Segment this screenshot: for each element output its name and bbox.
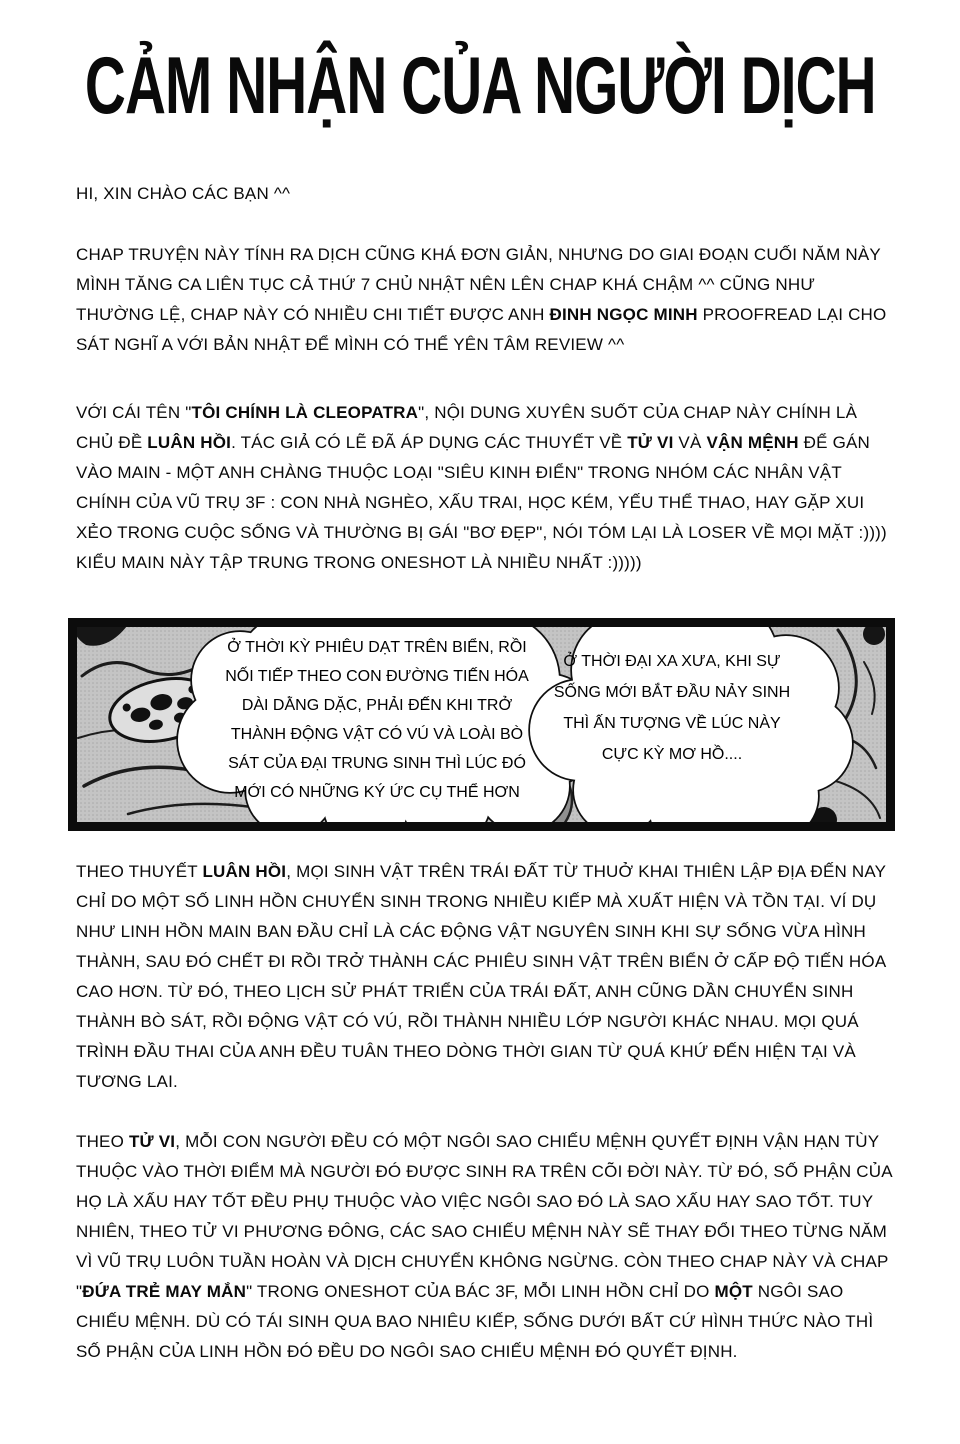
intro-section <box>0 184 960 578</box>
speech-bubble-left-text: Ở THỜI KỲ PHIÊU DẠT TRÊN BIỂN, RỒI NỐI TIẾP THEO CON ĐƯỜNG TIẾN HÓA DÀI DẰNG DẶC, PHẢI ĐẾN KHI TRỞ THÀNH ĐỘNG VẬT CÓ VÚ VÀ LOÀI BÒ SÁT CỦA ĐẠI TRUNG SINH THÌ LÚC ĐÓ MỚI CÓ NHỮNG KÝ ỨC CỤ THỂ HƠN <box>225 639 529 801</box>
greeting-text: HI, XIN CHÀO CÁC BẠN ^^ <box>76 184 291 203</box>
page-title-row <box>0 40 960 132</box>
paragraph-chapter-theme: VỚI CÁI TÊN "TÔI CHÍNH LÀ CLEOPATRA", NỘI DUNG XUYÊN SUỐT CỦA CHAP NÀY CHÍNH LÀ CHỦ ĐỀ LUÂN HỒI. TÁC GIẢ CÓ LẼ ĐÃ ÁP DỤNG CÁC THUYẾT VỀ TỬ VI VÀ VẬN MỆNH ĐỂ GÁN VÀO MAIN - MỘT ANH CHÀNG THUỘC LOẠI "SIÊU KINH ĐIỂN" TRONG NHÓM CÁC NHÂN VẬT CHÍNH CỦA VŨ TRỤ 3F : CON NHÀ NGHÈO, XẤU TRAI, HỌC KÉM, YẾU THỂ THAO, HAY GẶP XUI XẺO TRONG CUỘC SỐNG VÀ THƯỜNG BỊ GÁI "BƠ ĐẸP", NÓI TÓM LẠI LÀ LOSER VỀ MỌI MẶT :)))) KIỂU MAIN NÀY TẬP TRUNG TRONG ONESHOT LÀ NHIỀU NHẤT :))))) <box>76 403 887 572</box>
analysis-section <box>0 857 960 1367</box>
page-title: CẢM NHẬN CỦA NGƯỜI DỊCH <box>84 41 876 131</box>
paragraph-astrology-theory: THEO TỬ VI, MỖI CON NGƯỜI ĐỀU CÓ MỘT NGÔI SAO CHIẾU MỆNH QUYẾT ĐỊNH VẬN HẠN TÙY THUỘC VÀO THỜI ĐIỂM MÀ NGƯỜI ĐÓ ĐƯỢC SINH RA TRÊN CÕI ĐỜI NÀY. TỪ ĐÓ, SỐ PHẬN CỦA HỌ LÀ XẤU HAY TỐT ĐỀU PHỤ THUỘC VÀO VIỆC NGÔI SAO ĐÓ LÀ SAO XẤU HAY SAO TỐT. TUY NHIÊN, THEO TỬ VI PHƯƠNG ĐÔNG, CÁC SAO CHIẾU MỆNH NÀY SẼ THAY ĐỔI THEO TỪNG NĂM VÌ VŨ TRỤ LUÔN TUẦN HOÀN VÀ DỊCH CHUYỂN KHÔNG NGỪNG. CÒN THEO CHAP NÀY VÀ CHAP "ĐỨA TRẺ MAY MẮN" TRONG ONESHOT CỦA BÁC 3F, MỖI LINH HỒN CHỈ DO MỘT NGÔI SAO CHIẾU MỆNH. DÙ CÓ TÁI SINH QUA BAO NHIÊU KIẾP, SỐNG DƯỚI BẤT CỨ HÌNH THỨC NÀO THÌ SỐ PHẬN CỦA LINH HỒN ĐÓ ĐỀU DO NGÔI SAO CHIẾU MỆNH ĐÓ QUYẾT ĐỊNH. <box>76 1132 892 1361</box>
paragraph-release-notes: CHAP TRUYỆN NÀY TÍNH RA DỊCH CŨNG KHÁ ĐƠN GIẢN, NHƯNG DO GIAI ĐOẠN CUỐI NĂM NÀY MÌNH TĂNG CA LIÊN TỤC CẢ THỨ 7 CHỦ NHẬT NÊN LÊN CHAP KHÁ CHẬM ^^ CŨNG NHƯ THƯỜNG LỆ, CHAP NÀY CÓ NHIỀU CHI TIẾT ĐƯỢC ANH ĐINH NGỌC MINH PROOFREAD LẠI CHO SÁT NGHĨ A VỚI BẢN NHẬT ĐỂ MÌNH CÓ THỂ YÊN TÂM REVIEW ^^ <box>76 245 887 354</box>
speech-bubble-right-text: Ở THỜI ĐẠI XA XƯA, KHI SỰ SỐNG MỚI BẮT ĐẦU NẢY SINH THÌ ẤN TƯỢNG VỀ LÚC NÀY CỰC KỲ MƠ HỒ.... <box>553 653 791 763</box>
manga-panel <box>68 618 895 831</box>
paragraph-reincarnation-theory: THEO THUYẾT LUÂN HỒI, MỌI SINH VẬT TRÊN TRÁI ĐẤT TỪ THUỞ KHAI THIÊN LẬP ĐỊA ĐẾN NAY CHỈ DO MỘT SỐ LINH HỒN CHUYỂN SINH TRONG NHIỀU KIẾP MÀ XUẤT HIỆN VÀ TỒN TẠI. VÍ DỤ NHƯ LINH HỒN MAIN BAN ĐẦU CHỈ LÀ CÁC ĐỘNG VẬT NGUYÊN SINH KHI SỰ SỐNG VỪA HÌNH THÀNH, SAU ĐÓ CHẾT ĐI RỒI TRỞ THÀNH CÁC PHIÊU SINH VẬT TRÊN BIỂN Ở CẤP ĐỘ TIẾN HÓA CAO HƠN. TỪ ĐÓ, THEO LỊCH SỬ PHÁT TRIỂN CỦA TRÁI ĐẤT, ANH CŨNG DẦN CHUYỂN SINH THÀNH BÒ SÁT, RỒI ĐỘNG VẬT CÓ VÚ, RỒI THÀNH NHIỀU LỚP NGƯỜI KHÁC NHAU. MỌI QUÁ TRÌNH ĐẦU THAI CỦA ANH ĐỀU TUÂN THEO DÒNG THỜI GIAN TỪ QUÁ KHỨ ĐẾN HIỆN TẠI VÀ TƯƠNG LAI. <box>76 862 886 1091</box>
